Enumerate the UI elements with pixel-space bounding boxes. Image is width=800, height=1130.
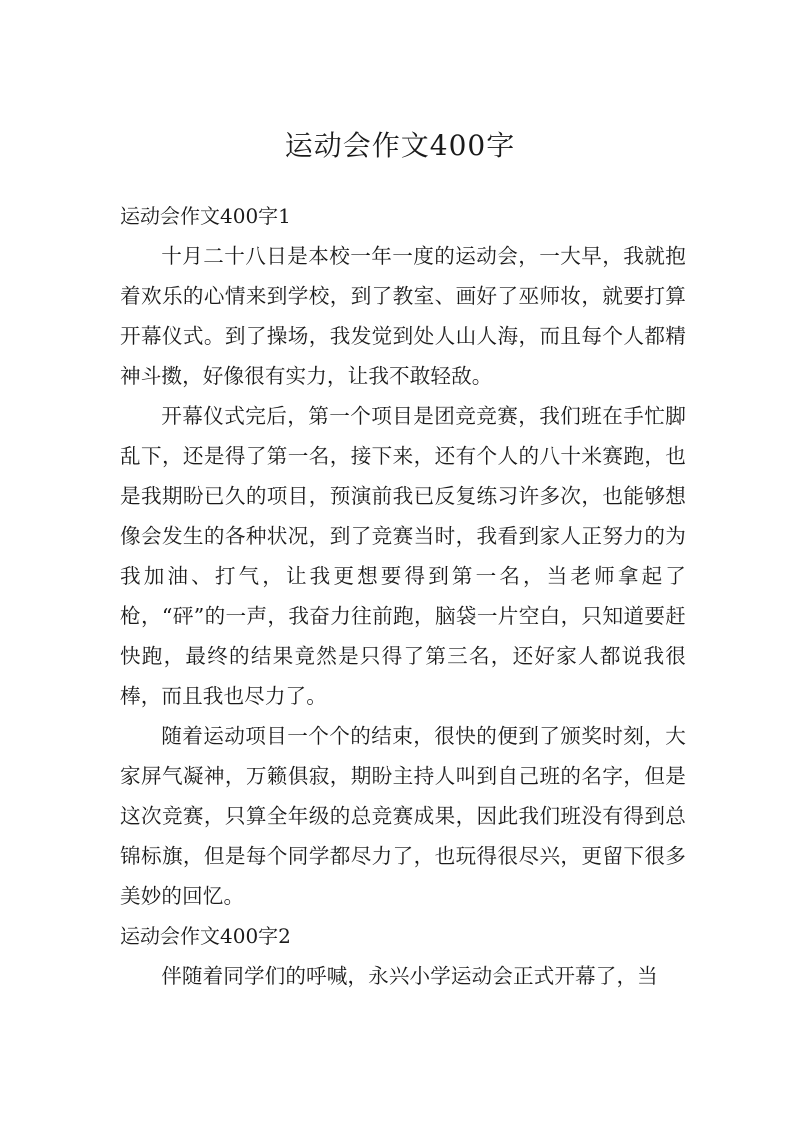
section-2 <box>120 916 686 996</box>
paragraph: 伴随着同学们的呼喊，永兴小学运动会正式开幕了，当 <box>161 964 658 988</box>
section-heading: 运动会作文400字1 <box>120 204 291 228</box>
document-body <box>120 196 686 996</box>
document-title: 运动会作文400字 <box>284 129 516 162</box>
paragraph: 开幕仪式完后，第一个项目是团竞竞赛，我们班在手忙脚乱下，还是得了第一名，接下来，还有个人的八十米赛跑，也是我期盼已久的项目，预演前我已反复练习许多次，也能够想像会发生的各种状况，到了竞赛当时，我看到家人正努力的为我加油、打气，让我更想要得到第一名，当老师拿起了枪，“砰”的一声，我奋力往前跑，脑袋一片空白，只知道要赶快跑，最终的结果竟然是只得了第三名，还好家人都说我很棒，而且我也尽力了。 <box>120 404 686 708</box>
paragraph: 随着运动项目一个个的结束，很快的便到了颁奖时刻，大家屏气凝神，万籁俱寂，期盼主持人叫到自己班的名字，但是这次竞赛，只算全年级的总竞赛成果，因此我们班没有得到总锦标旗，但是每个同学都尽力了，也玩得很尽兴，更留下很多美妙的回忆。 <box>120 724 686 908</box>
paragraph: 十月二十八日是本校一年一度的运动会，一大早，我就抱着欢乐的心情来到学校，到了教室、画好了巫师妆，就要打算开幕仪式。到了操场，我发觉到处人山人海，而且每个人都精神斗擞，好像很有实力，让我不敢轻敌。 <box>120 244 686 388</box>
section-1 <box>120 196 686 916</box>
section-heading: 运动会作文400字2 <box>120 924 291 948</box>
